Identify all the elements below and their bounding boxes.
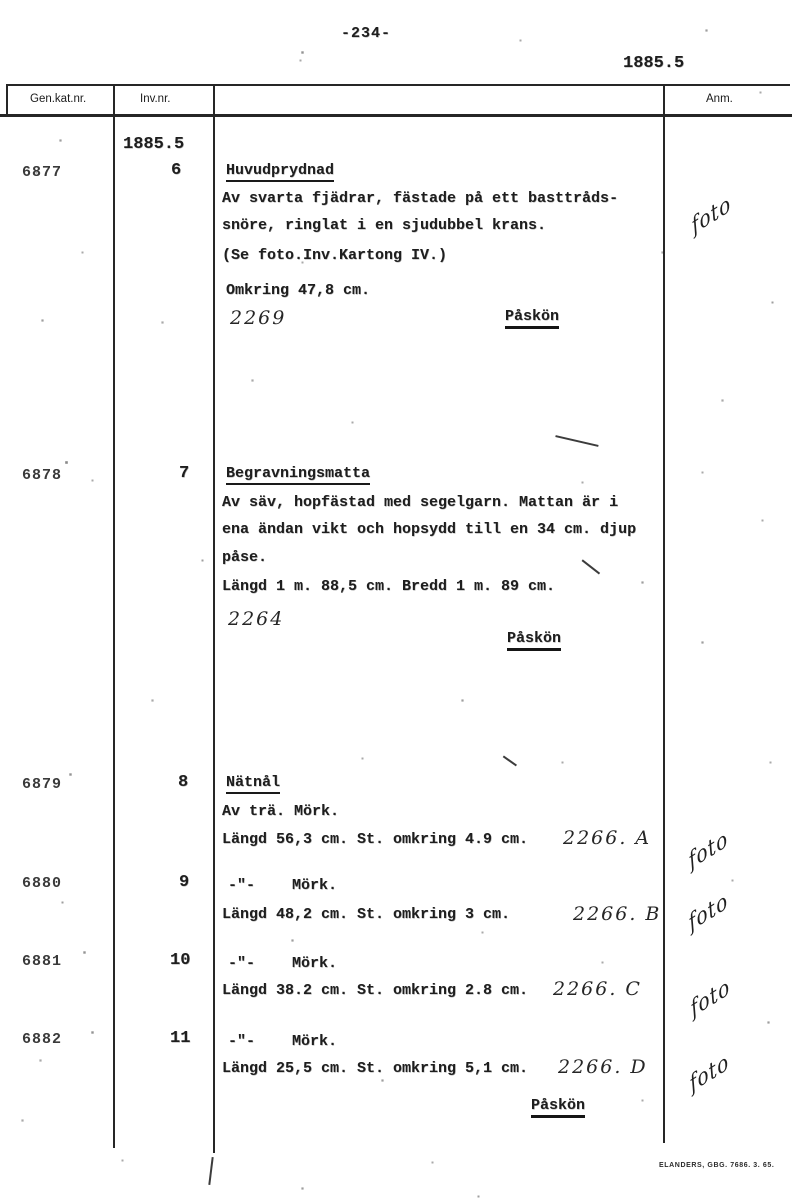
entry-inv-nr: 11 <box>170 1029 191 1048</box>
entry-gen-kat-nr: 6878 <box>22 467 63 484</box>
entry-gen-kat-nr: 6881 <box>22 953 63 970</box>
handwritten-number: 2266. D <box>558 1056 648 1078</box>
entry-inv-nr: 6 <box>171 161 182 180</box>
entry-body-line: Av säv, hopfästad med segelgarn. Mattan är i <box>222 494 619 511</box>
handwritten-number: 2269 <box>230 307 287 329</box>
column-divider-3 <box>663 84 665 1143</box>
entry-body-line: ena ändan vikt och hopsydd till en 34 cm. djup <box>222 521 637 538</box>
entry-gen-kat-nr: 6880 <box>22 875 63 892</box>
ditto-mark: -"- <box>228 1033 256 1050</box>
entry-photo-note: (Se foto.Inv.Kartong IV.) <box>222 247 448 264</box>
stray-pen-stroke <box>208 1157 213 1185</box>
entry-body-line: påse. <box>222 549 268 566</box>
stray-pen-stroke <box>503 756 517 766</box>
header-gen-kat-nr: Gen.kat.nr. <box>30 93 87 105</box>
stray-pen-stroke <box>555 435 598 446</box>
entry-title: Nätnål <box>226 774 280 794</box>
entry-inv-nr: 10 <box>170 951 191 970</box>
table-header-rule <box>0 114 792 117</box>
foto-annotation: foto <box>688 190 734 239</box>
table-top-rule <box>6 84 790 86</box>
entry-inv-nr: 9 <box>179 873 190 892</box>
page-number: -234- <box>341 25 392 42</box>
ditto-mark: -"- <box>228 955 256 972</box>
entry-measure: Längd 25,5 cm. St. omkring 5,1 cm. <box>222 1060 529 1077</box>
entry-inv-nr: 7 <box>179 464 190 483</box>
entry-measure: Längd 1 m. 88,5 cm. Bredd 1 m. 89 cm. <box>222 578 556 595</box>
entry-gen-kat-nr: 6877 <box>22 164 63 181</box>
table-left-edge <box>6 84 8 115</box>
entry-measure: Längd 48,2 cm. St. omkring 3 cm. <box>222 906 511 923</box>
stray-pen-stroke <box>582 559 600 574</box>
entry-gen-kat-nr: 6882 <box>22 1031 63 1048</box>
entry-place: Påskön <box>507 630 561 651</box>
entry-title: Mörk. <box>292 955 338 972</box>
handwritten-number: 2264 <box>228 608 285 630</box>
foto-annotation: foto <box>687 973 733 1022</box>
group-inv-nr: 1885.5 <box>123 135 185 154</box>
column-divider-2 <box>213 84 215 1153</box>
column-divider-1 <box>113 84 115 1148</box>
header-inv-nr: Inv.nr. <box>140 93 171 105</box>
entry-inv-nr: 8 <box>178 773 189 792</box>
handwritten-number: 2266. A <box>563 827 652 849</box>
handwritten-number: 2266. C <box>553 978 642 1000</box>
scan-noise <box>0 0 1 1</box>
entry-measure: Längd 38.2 cm. St. omkring 2.8 cm. <box>222 982 529 999</box>
entry-body-line: Av trä. Mörk. <box>222 803 340 820</box>
entry-measure: Längd 56,3 cm. St. omkring 4.9 cm. <box>222 831 529 848</box>
header-anm: Anm. <box>706 93 733 105</box>
catalog-ref-top: 1885.5 <box>623 54 685 73</box>
entry-body-line: snöre, ringlat i en sjudubbel krans. <box>222 217 547 234</box>
entry-title: Begravningsmatta <box>226 465 370 485</box>
printer-mark: ELANDERS, GBG. 7686. 3. 65. <box>659 1162 775 1169</box>
ditto-mark: -"- <box>228 877 256 894</box>
entry-measure: Omkring 47,8 cm. <box>226 282 371 299</box>
entry-place: Påskön <box>505 308 559 329</box>
entry-title: Mörk. <box>292 877 338 894</box>
foto-annotation: foto <box>686 1048 732 1097</box>
entry-title: Huvudprydnad <box>226 162 334 182</box>
entry-body-line: Av svarta fjädrar, fästade på ett basttråds- <box>222 190 619 207</box>
foto-annotation: foto <box>685 887 731 936</box>
footer-place: Påskön <box>531 1097 585 1118</box>
entry-title: Mörk. <box>292 1033 338 1050</box>
entry-gen-kat-nr: 6879 <box>22 776 63 793</box>
handwritten-number: 2266. B <box>573 903 662 925</box>
foto-annotation: foto <box>685 825 731 874</box>
